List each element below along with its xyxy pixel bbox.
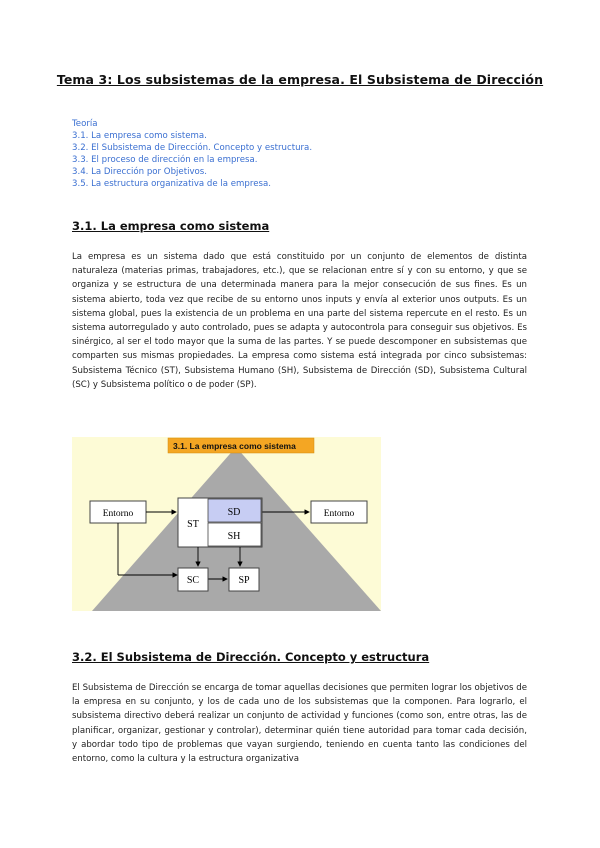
section-3-1-paragraph: La empresa es un sistema dado que está constituido por un conjunto de elementos de distinta naturaleza (materias primas, trabajadores, etc.), que se relacionan entre sí y con su entorno, y que se organiza y se estructura de una determinada manera para la mejor consecución de sus fines. Es un sistema abierto, toda vez que recibe de su entorno unos inputs y envía al exterior unos outputs. Es un sistema global, pues la existencia de un problema en una parte del sistema repercute en el resto. Es un sistema autorregulado y auto controlado, pues se adapta y autocontrola para conseguir sus objetivos. Es sinérgico, al ser el todo mayor que la suma de las partes. Y se puede descomponer en subsistemas que comparten sus mismas propiedades. La empresa como sistema está integrada por cinco subsistemas: Subsistema Técnico (ST), Subsistema Humano (SH), Subsistema de Dirección (SD), Subsistema Cultural (SC) y Subsistema político o de poder (SP). <box>72 252 527 390</box>
st-label: ST <box>187 519 199 530</box>
toc-item-3-3[interactable]: 3.3. El proceso de dirección en la empresa. <box>72 155 258 165</box>
empresa-sistema-diagram <box>72 437 381 611</box>
entorno-left-label: Entorno <box>102 509 134 519</box>
toc-item-3-5[interactable]: 3.5. La estructura organizativa de la empresa. <box>72 179 271 189</box>
toc-heading[interactable]: Teoría <box>72 119 98 129</box>
page-title: Tema 3: Los subsistemas de la empresa. El Subsistema de Dirección <box>56 72 544 87</box>
section-heading-3-1: 3.1. La empresa como sistema <box>72 219 270 233</box>
sh-label: SH <box>227 531 241 542</box>
toc-item-3-4[interactable]: 3.4. La Dirección por Objetivos. <box>72 167 208 177</box>
toc-item-3-1[interactable]: 3.1. La empresa como sistema. <box>72 131 207 141</box>
entorno-right-label: Entorno <box>323 509 355 519</box>
table-of-contents <box>72 118 312 190</box>
section-3-2-paragraph: El Subsistema de Dirección se encarga de tomar aquellas decisiones que permiten lograr los objetivos de la empresa en su conjunto, y los de cada uno de los subsistemas que la componen. Para lograrlo, el subsistema directivo deberá realizar un conjunto de actividad y funciones (como son, entre otras, las de planificar, organizar, gestionar y controlar), determinar quién tiene autoridad para tomar cada decisión, y abordar todo tipo de problemas que vayan surgiendo, teniendo en cuenta tanto las condiciones del entorno, como la cultura y la estructura organizativa <box>72 683 527 765</box>
diagram-banner: 3.1. La empresa como sistema <box>173 441 296 451</box>
section-heading-3-2: 3.2. El Subsistema de Dirección. Concepto y estructura <box>72 650 430 664</box>
sd-label: SD <box>227 507 241 518</box>
toc-item-3-2[interactable]: 3.2. El Subsistema de Dirección. Concepto y estructura. <box>72 143 313 153</box>
sc-label: SC <box>186 575 200 586</box>
sp-label: SP <box>238 575 250 586</box>
